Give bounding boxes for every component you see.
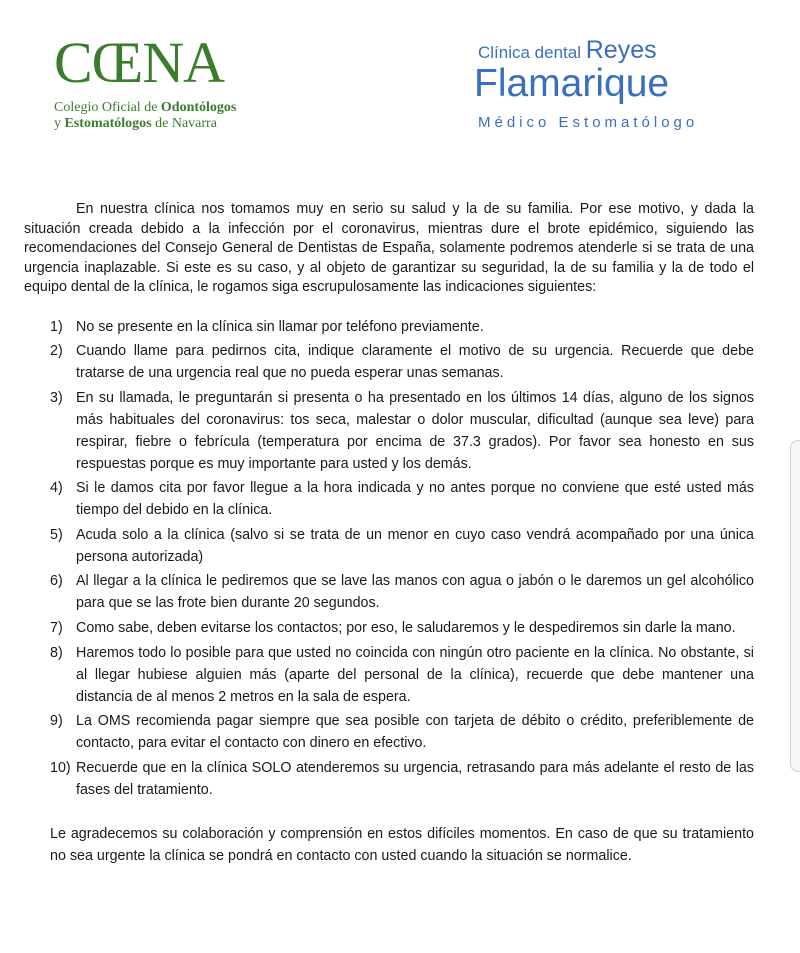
list-item-number: 7)	[50, 620, 63, 637]
list-item-text: Al llegar a la clínica le pediremos que se lave las manos con agua o jabón o le daremos un gel alcohólico para que se las frote bien durante 20 segundos.	[76, 573, 754, 612]
coena-line2-bold: Estomatólogos	[64, 116, 152, 131]
closing-paragraph: Le agradecemos su colaboración y comprensión en estos difíciles momentos. En caso de que su tratamiento no sea urgente la clínica se pondrá en contacto con usted cuando la situación se normalice.	[50, 825, 754, 864]
clinic-logo	[470, 36, 730, 136]
coena-logo	[46, 30, 286, 150]
list-item-number: 10)	[50, 759, 71, 776]
list-item-number: 9)	[50, 713, 63, 730]
scroll-handle[interactable]	[790, 440, 800, 772]
coena-line1-bold: Odontólogos	[160, 100, 237, 115]
list-item	[24, 570, 754, 614]
list-item-number: 4)	[50, 480, 63, 497]
clinic-logo-line1	[478, 36, 657, 65]
list-item	[24, 617, 754, 639]
list-item-number: 5)	[50, 526, 63, 543]
list-item-text: Cuando llame para pedirnos cita, indique claramente el motivo de su urgencia. Recuerde que debe tratarse de una urgencia real que no pueda esperar unas semanas.	[76, 343, 754, 382]
list-item-text: En su llamada, le preguntarán si presenta o ha presentado en los últimos 14 días, alguno de los signos más habituales del coronavirus: tos seca, malestar o dolor muscular, dificultad (aunque sea leve) para respirar, fiebre o febrícula (temperatura por encima de 37.3 grados). Por favor sea honesto en sus respuestas porque es muy importante para usted y los demás.	[76, 389, 754, 472]
list-item-text: La OMS recomienda pagar siempre que sea posible con tarjeta de débito o crédito, preferiblemente de contacto, para evitar el contacto con dinero en efectivo.	[76, 713, 754, 752]
list-item	[24, 524, 754, 568]
list-item	[24, 710, 754, 754]
list-item-text: No se presente en la clínica sin llamar por teléfono previamente.	[76, 318, 484, 335]
coena-line1-prefix: Colegio Oficial de	[54, 100, 161, 115]
document-body	[24, 200, 754, 867]
list-item	[24, 642, 754, 708]
coena-logo-title: CŒNA	[54, 30, 225, 95]
clinic-prefix: Clínica dental	[478, 43, 586, 62]
clinic-reyes: Reyes	[585, 36, 657, 64]
clinic-subtitle: Médico Estomatólogo	[478, 114, 699, 131]
coena-line2-prefix: y	[54, 116, 65, 131]
list-item-number: 1)	[50, 318, 63, 335]
list-item-text: Recuerde que en la clínica SOLO atenderemos su urgencia, retrasando para más adelante el resto de las fases del tratamiento.	[76, 759, 754, 798]
coena-line2-suffix: de Navarra	[151, 116, 217, 131]
list-item	[24, 757, 754, 801]
clinic-name: Flamarique	[474, 62, 670, 105]
instructions-list	[24, 316, 754, 801]
list-item-number: 8)	[50, 644, 63, 661]
list-item-number: 6)	[50, 573, 63, 590]
list-item	[24, 340, 754, 384]
list-item	[24, 316, 754, 338]
list-item-number: 3)	[50, 389, 63, 406]
list-item-number: 2)	[50, 343, 63, 360]
coena-logo-subtitle	[54, 100, 236, 132]
list-item-text: Haremos todo lo posible para que usted no coincida con ningún otro paciente en la clínica. No obstante, si al llegar hubiese alguien más (aparte del personal de la clínica), recuerde que debe mantener una distancia de al menos 2 metros en la sala de espera.	[76, 644, 754, 705]
list-item-text: Acuda solo a la clínica (salvo si se trata de un menor en cuyo caso vendrá acompañado por una única persona autorizada)	[76, 526, 754, 565]
list-item-text: Como sabe, deben evitarse los contactos; por eso, le saludaremos y le despediremos sin darle la mano.	[76, 620, 736, 637]
list-item	[24, 387, 754, 475]
list-item-text: Si le damos cita por favor llegue a la hora indicada y no antes porque no conviene que esté usted más tiempo del debido en la clínica.	[76, 480, 754, 519]
intro-paragraph: En nuestra clínica nos tomamos muy en serio su salud y la de su familia. Por ese motivo, y dada la situación creada debido a la infección por el coronavirus, mientras dure el brote epidémico, siguiendo las recomendaciones del Consejo General de Dentistas de España, solamente podremos atenderle si se trata de una urgencia inaplazable. Si este es su caso, y al objeto de garantizar su seguridad, la de su familia y la de todo el equipo dental de la clínica, le rogamos siga escrupulosamente las indicaciones siguientes:	[24, 201, 754, 295]
list-item	[24, 477, 754, 521]
